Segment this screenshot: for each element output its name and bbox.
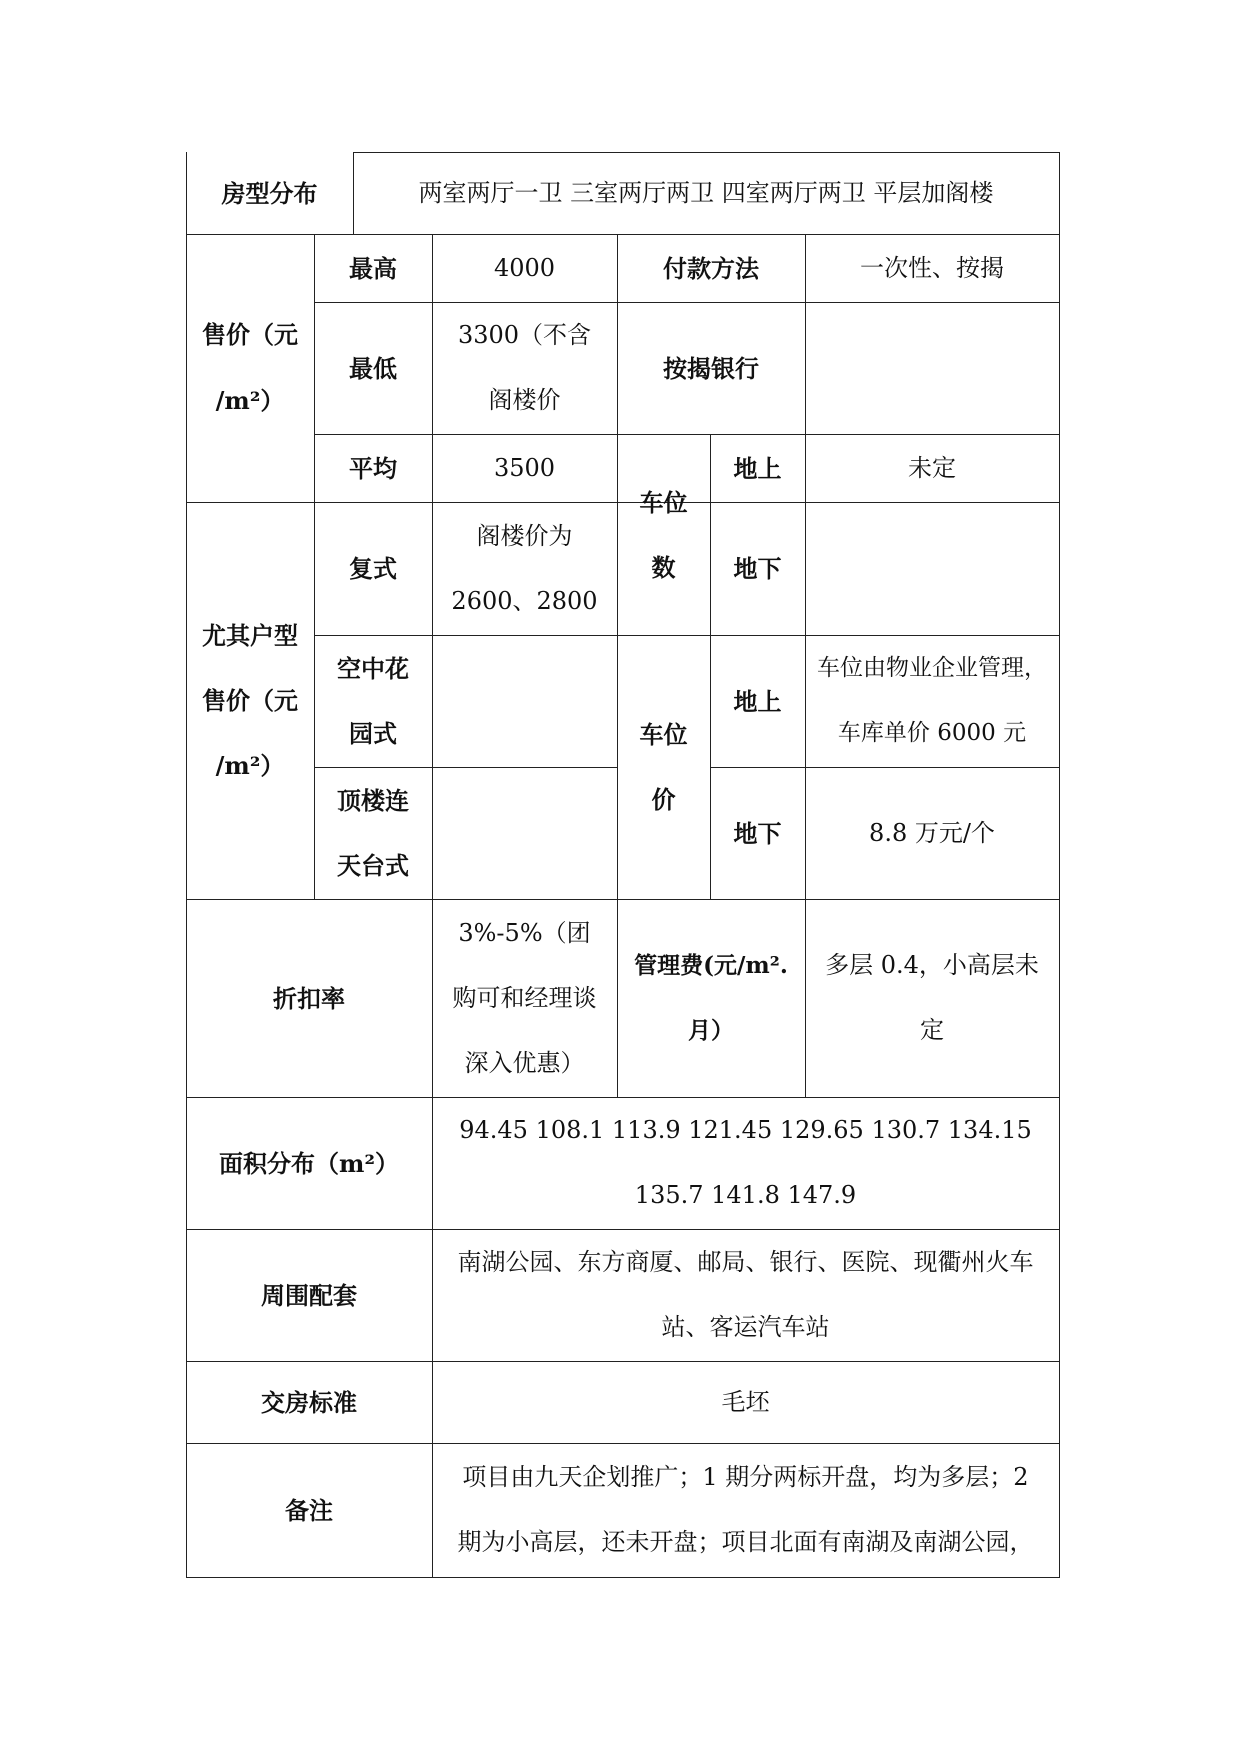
garden-value <box>432 635 617 767</box>
parking-count-label: 车位 数 <box>639 487 688 582</box>
area-label: 面积分布（m²） <box>219 1148 399 1178</box>
rooftop-value <box>432 767 617 899</box>
parking-count-below-value <box>805 502 1059 635</box>
remarks-value: 项目由九天企划推广；1 期分两标开盘，均为多层；2 期为小高层，还未开盘；项目北面有南湖及南湖公园， <box>457 1463 1034 1556</box>
delivery-label: 交房标准 <box>261 1387 357 1417</box>
facilities-value: 南湖公园、东方商厦、邮局、银行、医院、现衢州火车 站、客运汽车站 <box>457 1248 1034 1341</box>
rooftop-label: 顶楼连 天台式 <box>337 786 409 880</box>
parking-count-below-label: 地下 <box>733 554 782 583</box>
layout-value: 两室两厅一卫 三室两厅两卫 四室两厅两卫 平层加阁楼 <box>418 178 994 207</box>
lowest-value: 3300（不含 阁楼价 <box>457 321 592 414</box>
facilities-label: 周围配套 <box>261 1280 357 1310</box>
payment-value: 一次性、按揭 <box>860 253 1004 282</box>
bank-value <box>805 302 1059 434</box>
parking-count-above-label: 地上 <box>733 453 782 483</box>
parking-price-above-value: 车位由物业企业管理， 车库单价 6000 元 <box>817 655 1047 746</box>
remarks-label: 备注 <box>285 1495 333 1525</box>
area-value: 94.45 108.1 113.9 121.45 129.65 130.7 134.15 135.7 141.8 147.9 <box>459 1116 1032 1209</box>
layout-label: 房型分布 <box>221 178 318 208</box>
average-value: 3500 <box>493 453 556 482</box>
payment-label: 付款方法 <box>663 253 759 283</box>
delivery-value: 毛坯 <box>721 1387 770 1416</box>
highest-value: 4000 <box>493 253 556 282</box>
price-label: 售价（元 /m²） <box>202 320 298 415</box>
highest-label: 最高 <box>349 253 397 283</box>
parking-price-below-value: 8.8 万元/个 <box>869 818 995 847</box>
duplex-value: 阁楼价为 2600、2800 <box>451 521 598 615</box>
duplex-label: 复式 <box>349 554 397 583</box>
garden-label: 空中花 园式 <box>337 654 409 748</box>
management-label: 管理费(元/m². 月） <box>634 952 788 1044</box>
management-value: 多层 0.4，小高层未 定 <box>825 951 1039 1044</box>
parking-price-label: 车位 价 <box>639 720 688 814</box>
special-label: 尤其户型 售价（元 /m²） <box>202 621 298 780</box>
discount-value: 3%-5%（团 购可和经理谈 深入优惠） <box>452 918 597 1077</box>
discount-label: 折扣率 <box>273 983 345 1013</box>
parking-price-above-label: 地上 <box>733 686 782 716</box>
parking-price-below-label: 地下 <box>733 818 782 848</box>
parking-count-above-value: 未定 <box>908 453 956 482</box>
lowest-label: 最低 <box>349 353 397 383</box>
bank-label: 按揭银行 <box>663 353 759 383</box>
average-label: 平均 <box>349 453 397 483</box>
